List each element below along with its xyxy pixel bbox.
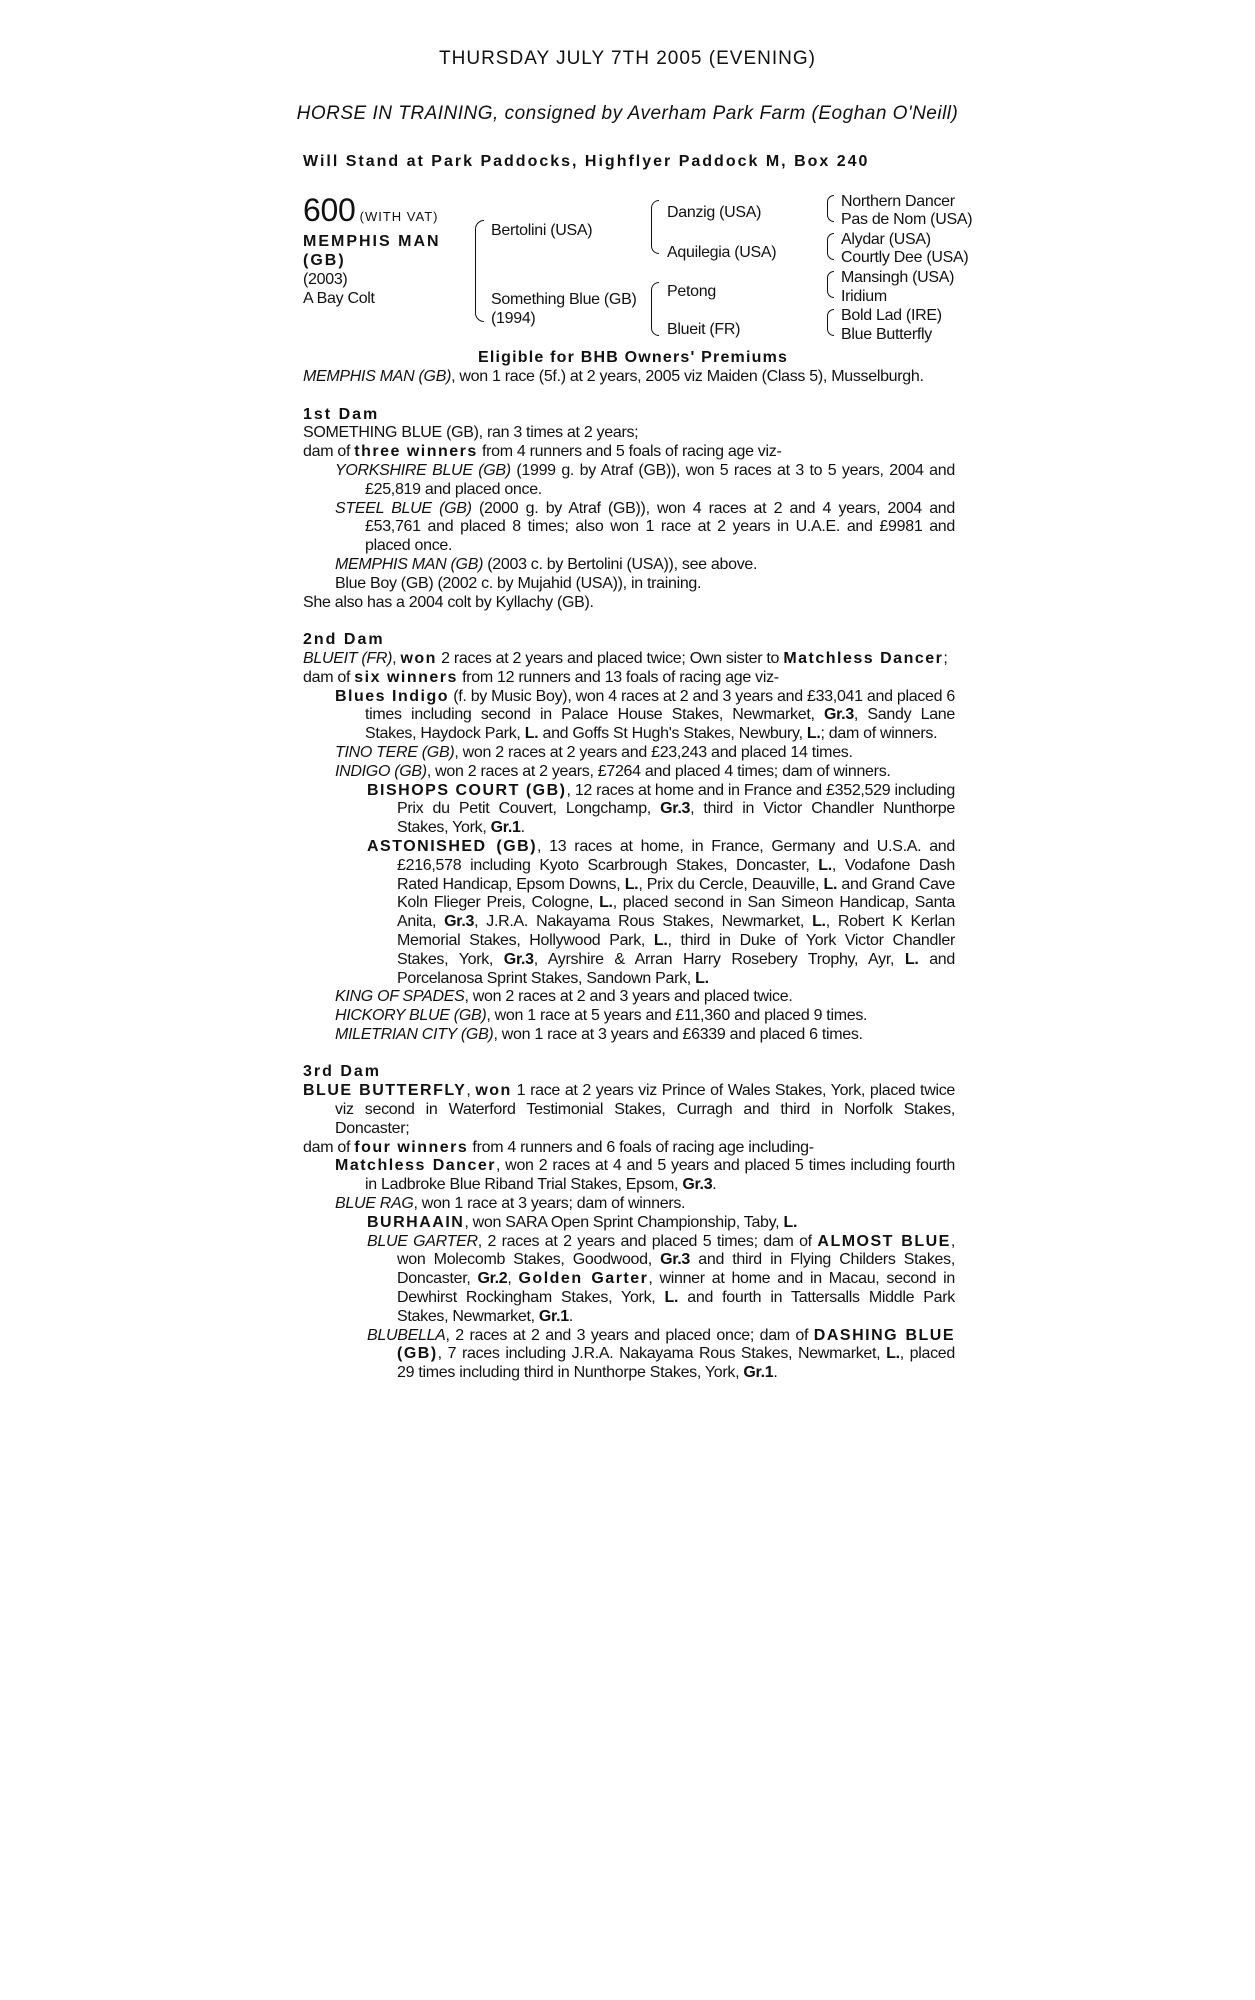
- dam-sire-sire: Mansingh (USA): [841, 269, 955, 286]
- brace-dam: [651, 282, 659, 336]
- dam-sire: Petong: [667, 283, 716, 300]
- sire: Bertolini (USA): [491, 222, 593, 239]
- horse-name: MEMPHIS MAN: [303, 233, 441, 250]
- dam: Something Blue (GB): [491, 291, 637, 308]
- dam-sire-dam: Iridium: [841, 288, 887, 305]
- lot-number-line: [303, 192, 439, 229]
- brace-sd: [827, 233, 834, 260]
- dam-dam-dam: Blue Butterfly: [841, 326, 932, 343]
- horse-year: (2003): [303, 271, 348, 288]
- list-item: BURHAAIN, won SARA Open Sprint Championship, Taby, L.: [367, 1213, 798, 1231]
- sire-dam-sire: Alydar (USA): [841, 231, 931, 248]
- list-item: YORKSHIRE BLUE (GB) (1999 g. by Atraf (GB)), won 5 races at 3 to 5 years, 2004 and £25,819 and placed once.: [335, 461, 955, 498]
- list-item: BLUE GARTER, 2 races at 2 years and placed 5 times; dam of ALMOST BLUE, won Molecomb Stakes, Goodwood, Gr.3 and third in Flying Childers Stakes, Doncaster, Gr.2, Golden Garter, winner at home and in Macau, second in Dewhirst Rockingham Stakes, York, L. and fourth in Tattersalls Middle Park Stakes, Newmarket, Gr.1.: [367, 1232, 956, 1325]
- horse-country: (GB): [303, 252, 346, 269]
- third-dam-produce-line: dam of four winners from 4 runners and 6 foals of racing age including-: [303, 1138, 814, 1156]
- lot-heading: HORSE IN TRAINING, consigned by Averham Park Farm (Eoghan O'Neill): [296, 103, 959, 124]
- brace-sire: [651, 200, 659, 254]
- list-item: TINO TERE (GB), won 2 races at 2 years and £23,243 and placed 14 times.: [335, 743, 853, 761]
- sire-dam-dam: Courtly Dee (USA): [841, 249, 969, 266]
- first-dam-line: SOMETHING BLUE (GB), ran 3 times at 2 years;: [303, 424, 639, 442]
- first-dam-produce-line: dam of three winners from 4 runners and 5 foals of racing age viz-: [303, 443, 782, 461]
- sire-sire: Danzig (USA): [667, 204, 762, 221]
- dam-dam-sire: Bold Lad (IRE): [841, 307, 942, 324]
- list-item: INDIGO (GB), won 2 races at 2 years, £7264 and placed 4 times; dam of winners.: [335, 762, 891, 780]
- sire-sire-sire: Northern Dancer: [841, 193, 955, 210]
- second-dam-line: BLUEIT (FR), won 2 races at 2 years and placed twice; Own sister to Matchless Dancer;: [303, 649, 948, 667]
- second-dam-produce-line: dam of six winners from 12 runners and 13 foals of racing age viz-: [303, 668, 779, 686]
- first-dam-note: She also has a 2004 colt by Kyllachy (GB).: [303, 593, 594, 611]
- list-item: KING OF SPADES, won 2 races at 2 and 3 years and placed twice.: [335, 988, 793, 1006]
- first-dam-heading: 1st Dam: [303, 405, 380, 423]
- list-item: HICKORY BLUE (GB), won 1 race at 5 years and £11,360 and placed 9 times.: [335, 1007, 868, 1025]
- list-item: BISHOPS COURT (GB), 12 races at home and in France and £352,529 including Prix du Petit Couvert, Longchamp, Gr.3, third in Victor Chandler Nunthorpe Stakes, York, Gr.1.: [367, 781, 955, 837]
- brace-ss: [827, 195, 834, 222]
- dam-year: (1994): [491, 310, 536, 327]
- list-item: Blue Boy (GB) (2002 c. by Mujahid (USA)), in training.: [335, 574, 702, 592]
- pedigree-table: [303, 192, 983, 352]
- third-dam-heading: 3rd Dam: [303, 1063, 382, 1081]
- horse-description: A Bay Colt: [303, 290, 375, 307]
- third-dam-line: BLUE BUTTERFLY, won 1 race at 2 years viz Prince of Wales Stakes, York, placed twice viz second in Waterford Testimonial Stakes, Curragh and third in Norfolk Stakes, Doncaster;: [303, 1082, 956, 1137]
- eligibility-note: Eligible for BHB Owners' Premiums: [478, 349, 789, 366]
- list-item: Matchless Dancer, won 2 races at 4 and 5 years and placed 5 times including fourth in Ladbroke Blue Riband Trial Stakes, Epsom, Gr.3.: [335, 1157, 956, 1194]
- lot-number: 600: [303, 192, 356, 228]
- list-item: ASTONISHED (GB), 13 races at home, in France, Germany and U.S.A. and £216,578 including Kyoto Scarbrough Stakes, Doncaster, L., Vodafone Dash Rated Handicap, Epsom Downs, L., Prix du Cercle, Deauville, L. and Grand Cave Koln Flieger Preis, Cologne, L., placed second in San Simeon Handicap, Santa Anita, Gr.3, J.R.A. Nakayama Rous Stakes, Newmarket, L., Robert K Kerlan Memorial Stakes, Hollywood Park, L., third in Duke of York Victor Chandler Stakes, York, Gr.3, Ayrshire & Arran Harry Rosebery Trophy, Ayr, L. and Porcelanosa Sprint Stakes, Sandown Park, L.: [367, 837, 955, 987]
- list-item: STEEL BLUE (GB) (2000 g. by Atraf (GB)), won 4 races at 2 and 4 years, 2004 and £53,761 and placed 8 times; also won 1 race at 2 years in U.A.E. and £9981 and placed once.: [335, 499, 955, 555]
- list-item: MEMPHIS MAN (GB) (2003 c. by Bertolini (USA)), see above.: [335, 555, 758, 573]
- second-dam-heading: 2nd Dam: [303, 631, 385, 649]
- sale-date: THURSDAY JULY 7TH 2005 (EVENING): [439, 48, 816, 69]
- brace-ds: [827, 271, 834, 298]
- list-item: MILETRIAN CITY (GB), won 1 race at 3 years and £6339 and placed 6 times.: [335, 1025, 863, 1043]
- sire-sire-dam: Pas de Nom (USA): [841, 211, 973, 228]
- sire-dam: Aquilegia (USA): [667, 244, 777, 261]
- stand-location: Will Stand at Park Paddocks, Highflyer Paddock M, Box 240: [303, 153, 870, 170]
- list-item: Blues Indigo (f. by Music Boy), won 4 races at 2 and 3 years and £33,041 and placed 6 times including second in Palace House Stakes, Newmarket, Gr.3, Sandy Lane Stakes, Haydock Park, L. and Goffs St Hugh's Stakes, Newbury, L.; dam of winners.: [335, 687, 955, 743]
- brace-dd: [827, 309, 834, 336]
- list-item: BLUE RAG, won 1 race at 3 years; dam of winners.: [335, 1195, 686, 1213]
- horse-record: MEMPHIS MAN (GB), won 1 race (5f.) at 2 years, 2005 viz Maiden (Class 5), Musselburgh.: [303, 368, 924, 385]
- dam-dam: Blueit (FR): [667, 321, 741, 338]
- vat-note: (WITH VAT): [359, 209, 439, 224]
- list-item: BLUBELLA, 2 races at 2 and 3 years and placed once; dam of DASHING BLUE (GB), 7 races including J.R.A. Nakayama Rous Stakes, Newmarket, L., placed 29 times including third in Nunthorpe Stakes, York, Gr.1.: [367, 1326, 956, 1382]
- brace-main: [475, 220, 484, 322]
- catalogue-text: [303, 368, 955, 1383]
